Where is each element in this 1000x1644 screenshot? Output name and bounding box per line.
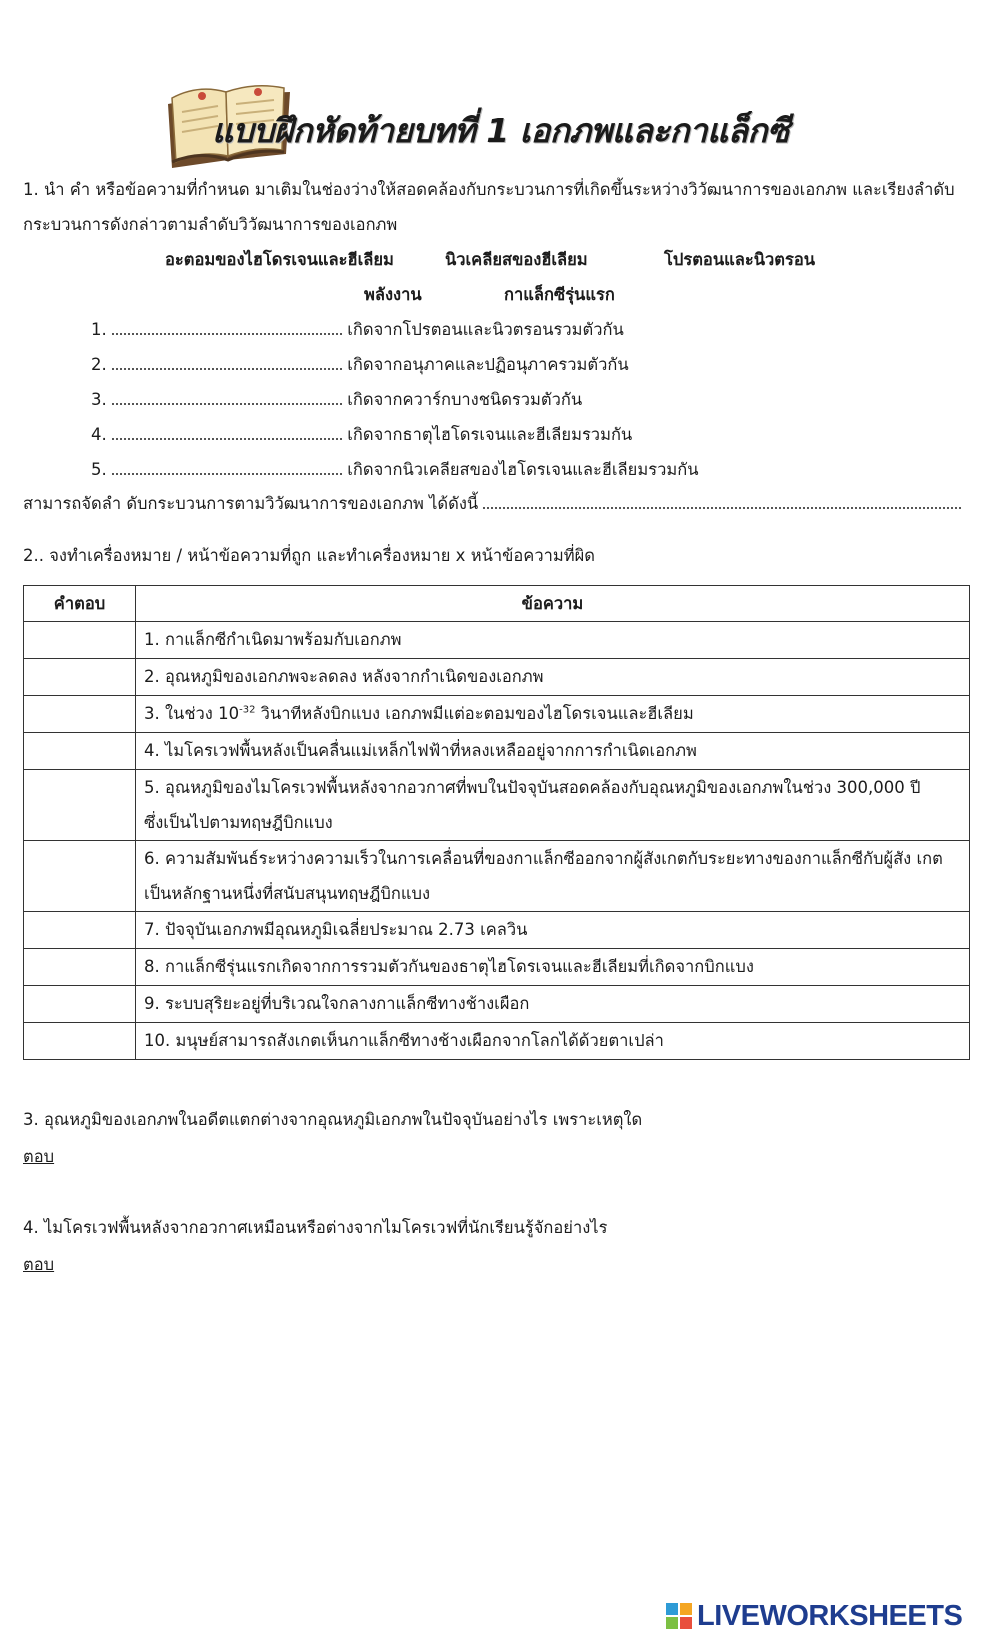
answer-cell[interactable] [24,770,136,841]
word-bank-item: โปรตอนและนิวตรอน [664,250,816,269]
statement-cell: 10. มนุษย์สามารถสังเกตเห็นกาแล็กซีทางช้างเผือกจากโลกได้ด้วยตาเปล่า [136,1023,970,1060]
q1-item-number: 1. [91,320,107,339]
answer-cell[interactable] [24,912,136,949]
statement-text: 3. ในช่วง 10 [144,704,240,723]
statement-text: วินาทีหลังบิกแบง เอกภพมีแต่อะตอมของไฮโดรเจนและฮีเลียม [255,704,694,723]
order-answer-field[interactable] [483,495,961,509]
statement-cell: 2. อุณหภูมิของเอกภพจะลดลง หลังจากกำเนิดของเอกภพ [136,659,970,696]
q1-item-text: เกิดจากโปรตอนและนิวตรอนรวมตัวกัน [347,320,624,339]
q1-instruction: 1. นำ คำ หรือข้อความที่กำหนด มาเติมในช่องว่างให้สอดคล้องกับกระบวนการที่เกิดขึ้นระหว่างวิวัฒนาการของเอกภพ และเรียงลำดับ [23,180,955,199]
q1-item [91,425,632,445]
statement-cell [136,841,970,912]
statement-line: เป็นหลักฐานหนึ่งที่สนับสนุนทฤษฎีบิกแบง [144,884,431,903]
table-row [24,949,970,986]
q1-item-number: 2. [91,355,107,374]
blank-field[interactable] [112,461,342,475]
statement-line: 6. ความสัมพันธ์ระหว่างความเร็วในการเคลื่อนที่ของกาแล็กซีออกจากผู้สังเกตกับระยะทางของกาแล็กซีกับผู้สัง เกต [144,849,943,868]
word-bank-item: นิวเคลียสของฮีเลียม [445,250,588,269]
col-answer-header: คำตอบ [24,586,136,622]
table-row [24,841,970,912]
q1-item-number: 3. [91,390,107,409]
table-row [24,986,970,1023]
statement-cell: 9. ระบบสุริยะอยู่ที่บริเวณใจกลางกาแล็กซีทางช้างเผือก [136,986,970,1023]
exponent: -32 [239,704,256,716]
q1-item [91,390,582,410]
q3-question: 3. อุณหภูมิของเอกภพในอดีตแตกต่างจากอุณหภูมิเอกภพในปัจจุบันอย่างไร เพราะเหตุใด [23,1110,643,1129]
page-title: แบบฝึกหัดท้ายบทที่ 1 เอกภพและกาแล็กซี [212,111,789,150]
answer-cell[interactable] [24,949,136,986]
statement-cell: 8. กาแล็กซีรุ่นแรกเกิดจากการรวมตัวกันของธาตุไฮโดรเจนและฮีเลียมที่เกิดจากบิกแบง [136,949,970,986]
answer-cell[interactable] [24,986,136,1023]
col-statement-header: ข้อความ [136,586,970,622]
blank-field[interactable] [112,391,342,405]
q1-item-text: เกิดจากนิวเคลียสของไฮโดรเจนและฮีเลียมรวมกัน [347,460,699,479]
q2-instruction: 2.. จงทำเครื่องหมาย / หน้าข้อความที่ถูก และทำเครื่องหมาย x หน้าข้อความที่ผิด [23,546,596,565]
q1-item [91,320,624,340]
q3-answer-label[interactable]: ตอบ [23,1147,55,1166]
answer-cell[interactable] [24,1023,136,1060]
liveworksheets-logo-icon [666,1603,694,1631]
answer-cell[interactable] [24,622,136,659]
statement-line: 5. อุณหภูมิของไมโครเวฟพื้นหลังจากอวกาศที่พบในปัจจุบันสอดคล้องกับอุณหภูมิของเอกภพในช่วง 300,000 ปี [144,778,921,797]
q1-item-text: เกิดจากควาร์กบางชนิดรวมตัวกัน [347,390,583,409]
table-row [24,733,970,770]
true-false-table [23,585,970,1060]
table-row [24,696,970,733]
answer-cell[interactable] [24,659,136,696]
order-prompt [23,494,961,514]
answer-cell[interactable] [24,841,136,912]
q1-instruction-cont: กระบวนการดังกล่าวตามลำดับวิวัฒนาการของเอกภพ [23,215,398,234]
word-bank-item: พลังงาน [364,285,422,304]
table-row [24,1023,970,1060]
word-bank-item: อะตอมของไฮโดรเจนและฮีเลียม [165,250,394,269]
q1-item-number: 4. [91,425,107,444]
q4-question: 4. ไมโครเวฟพื้นหลังจากอวกาศเหมือนหรือต่างจากไมโครเวฟที่นักเรียนรู้จักอย่างไร [23,1218,608,1237]
blank-field[interactable] [112,356,342,370]
q1-item [91,355,629,375]
word-bank-item: กาแล็กซีรุ่นแรก [504,285,615,304]
q1-item-number: 5. [91,460,107,479]
table-row [24,912,970,949]
q4-answer-label[interactable]: ตอบ [23,1255,55,1274]
answer-cell[interactable] [24,733,136,770]
blank-field[interactable] [112,321,342,335]
answer-cell[interactable] [24,696,136,733]
table-header-row [24,586,970,622]
statement-cell: 4. ไมโครเวฟพื้นหลังเป็นคลื่นแม่เหล็กไฟฟ้าที่หลงเหลืออยู่จากการกำเนิดเอกภพ [136,733,970,770]
table-row [24,770,970,841]
statement-cell: 1. กาแล็กซีกำเนิดมาพร้อมกับเอกภพ [136,622,970,659]
q1-item [91,460,698,480]
table-row [24,622,970,659]
order-prompt-text: สามารถจัดลำ ดับกระบวนการตามวิวัฒนาการของเอกภพ ได้ดังนี้ [23,494,479,513]
statement-cell: 7. ปัจจุบันเอกภพมีอุณหภูมิเฉลี่ยประมาณ 2.73 เคลวิน [136,912,970,949]
statement-cell [136,696,970,733]
statement-cell [136,770,970,841]
blank-field[interactable] [112,426,342,440]
q1-item-text: เกิดจากธาตุไฮโดรเจนและฮีเลียมรวมกัน [347,425,633,444]
liveworksheets-logo: LIVEWORKSHEETS [697,1600,963,1632]
q1-item-text: เกิดจากอนุภาคและปฏิอนุภาครวมตัวกัน [347,355,629,374]
table-row [24,659,970,696]
statement-line: ซึ่งเป็นไปตามทฤษฎีบิกแบง [144,813,333,832]
